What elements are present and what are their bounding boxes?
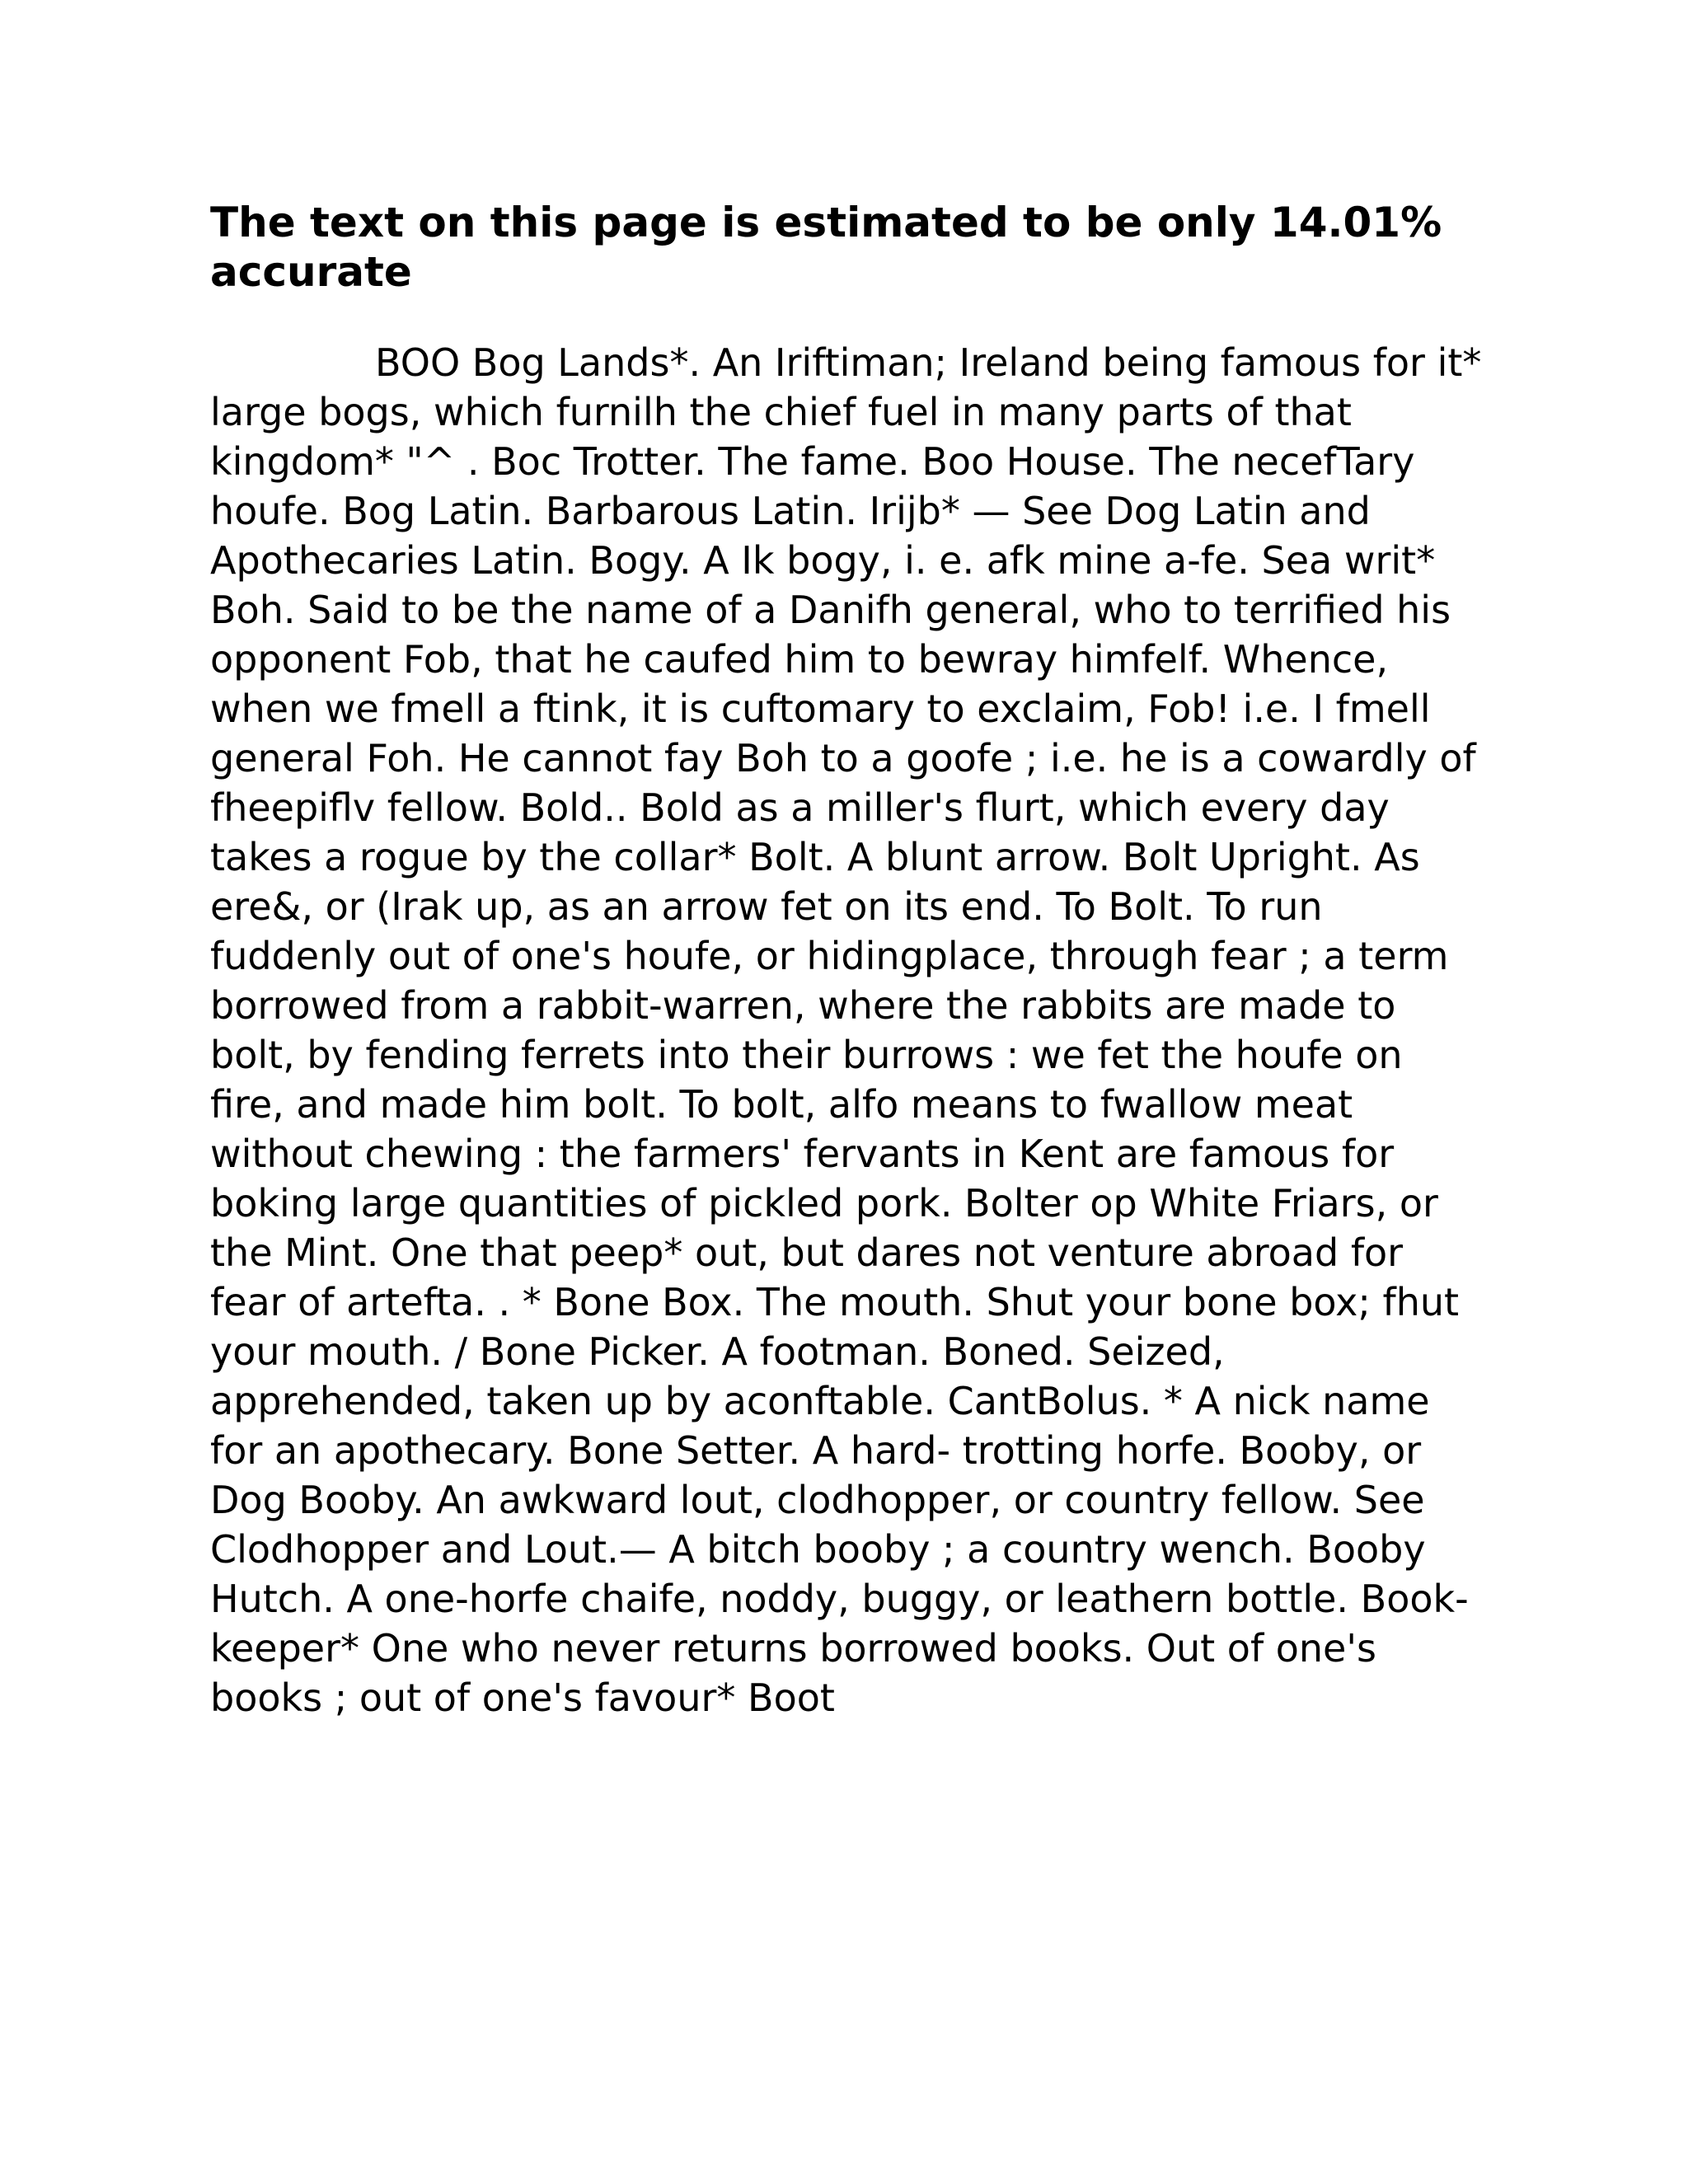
ocr-body-text: BOO Bog Lands*. An Iriftiman; Ireland being famous for it* large bogs, which furnilh the chief fuel in many parts of that kingdom* "^ . Boc Trotter. The fame. Boo House. The necefTary houfe. Bog Latin. Barbarous Latin. Irijb* — See Dog Latin and Apothecaries Latin. Bogy. A Ik bogy, i. e. afk mine a-fe. Sea writ* Boh. Said to be the name of a Danifh general, who to terrified his opponent Fob, that he caufed him to bewray himfelf. Whence, when we fmell a ftink, it is cuftomary to exclaim, Fob! i.e. I fmell general Foh. He cannot fay Boh to a goofe ; i.e. he is a cowardly of fheepiflv fellow. Bold.. Bold as a miller's flurt, which every day takes a rogue by the collar* Bolt. A blunt arrow. Bolt Upright. As ere&, or (Irak up, as an arrow fet on its end. To Bolt. To run fuddenly out of one's houfe, or hidingplace, through fear ; a term borrowed from a rabbit-warren, where the rabbits are made to bolt, by fending ferrets into their burrows : we fet the houfe on fire, and made him bolt. To bolt, alfo means to fwallow meat without chewing : the farmers' fervants in Kent are famous for boking large quantities of pickled pork. Bolter op White Friars, or the Mint. One that peep* out, but dares not venture abroad for fear of artefta. . * Bone Box. The mouth. Shut your bone box; fhut your mouth. / Bone Picker. A footman. Boned. Seized, apprehended, taken up by aconftable. CantBolus. * A nick name for an apothecary. Bone Setter. A hard- trotting horfe. Booby, or Dog Booby. An awkward lout, clodhopper, or country fellow. See Clodhopper and Lout.— A bitch booby ; a country wench. Booby Hutch. A one-horfe chaife, noddy, buggy, or leathern bottle. Book-keeper* One who never returns borrowed books. Out of one's books ; out of one's favour* Boot <box>210 340 1482 1720</box>
accuracy-heading: The text on this page is estimated to be only 14.01% accurate <box>210 199 1442 296</box>
